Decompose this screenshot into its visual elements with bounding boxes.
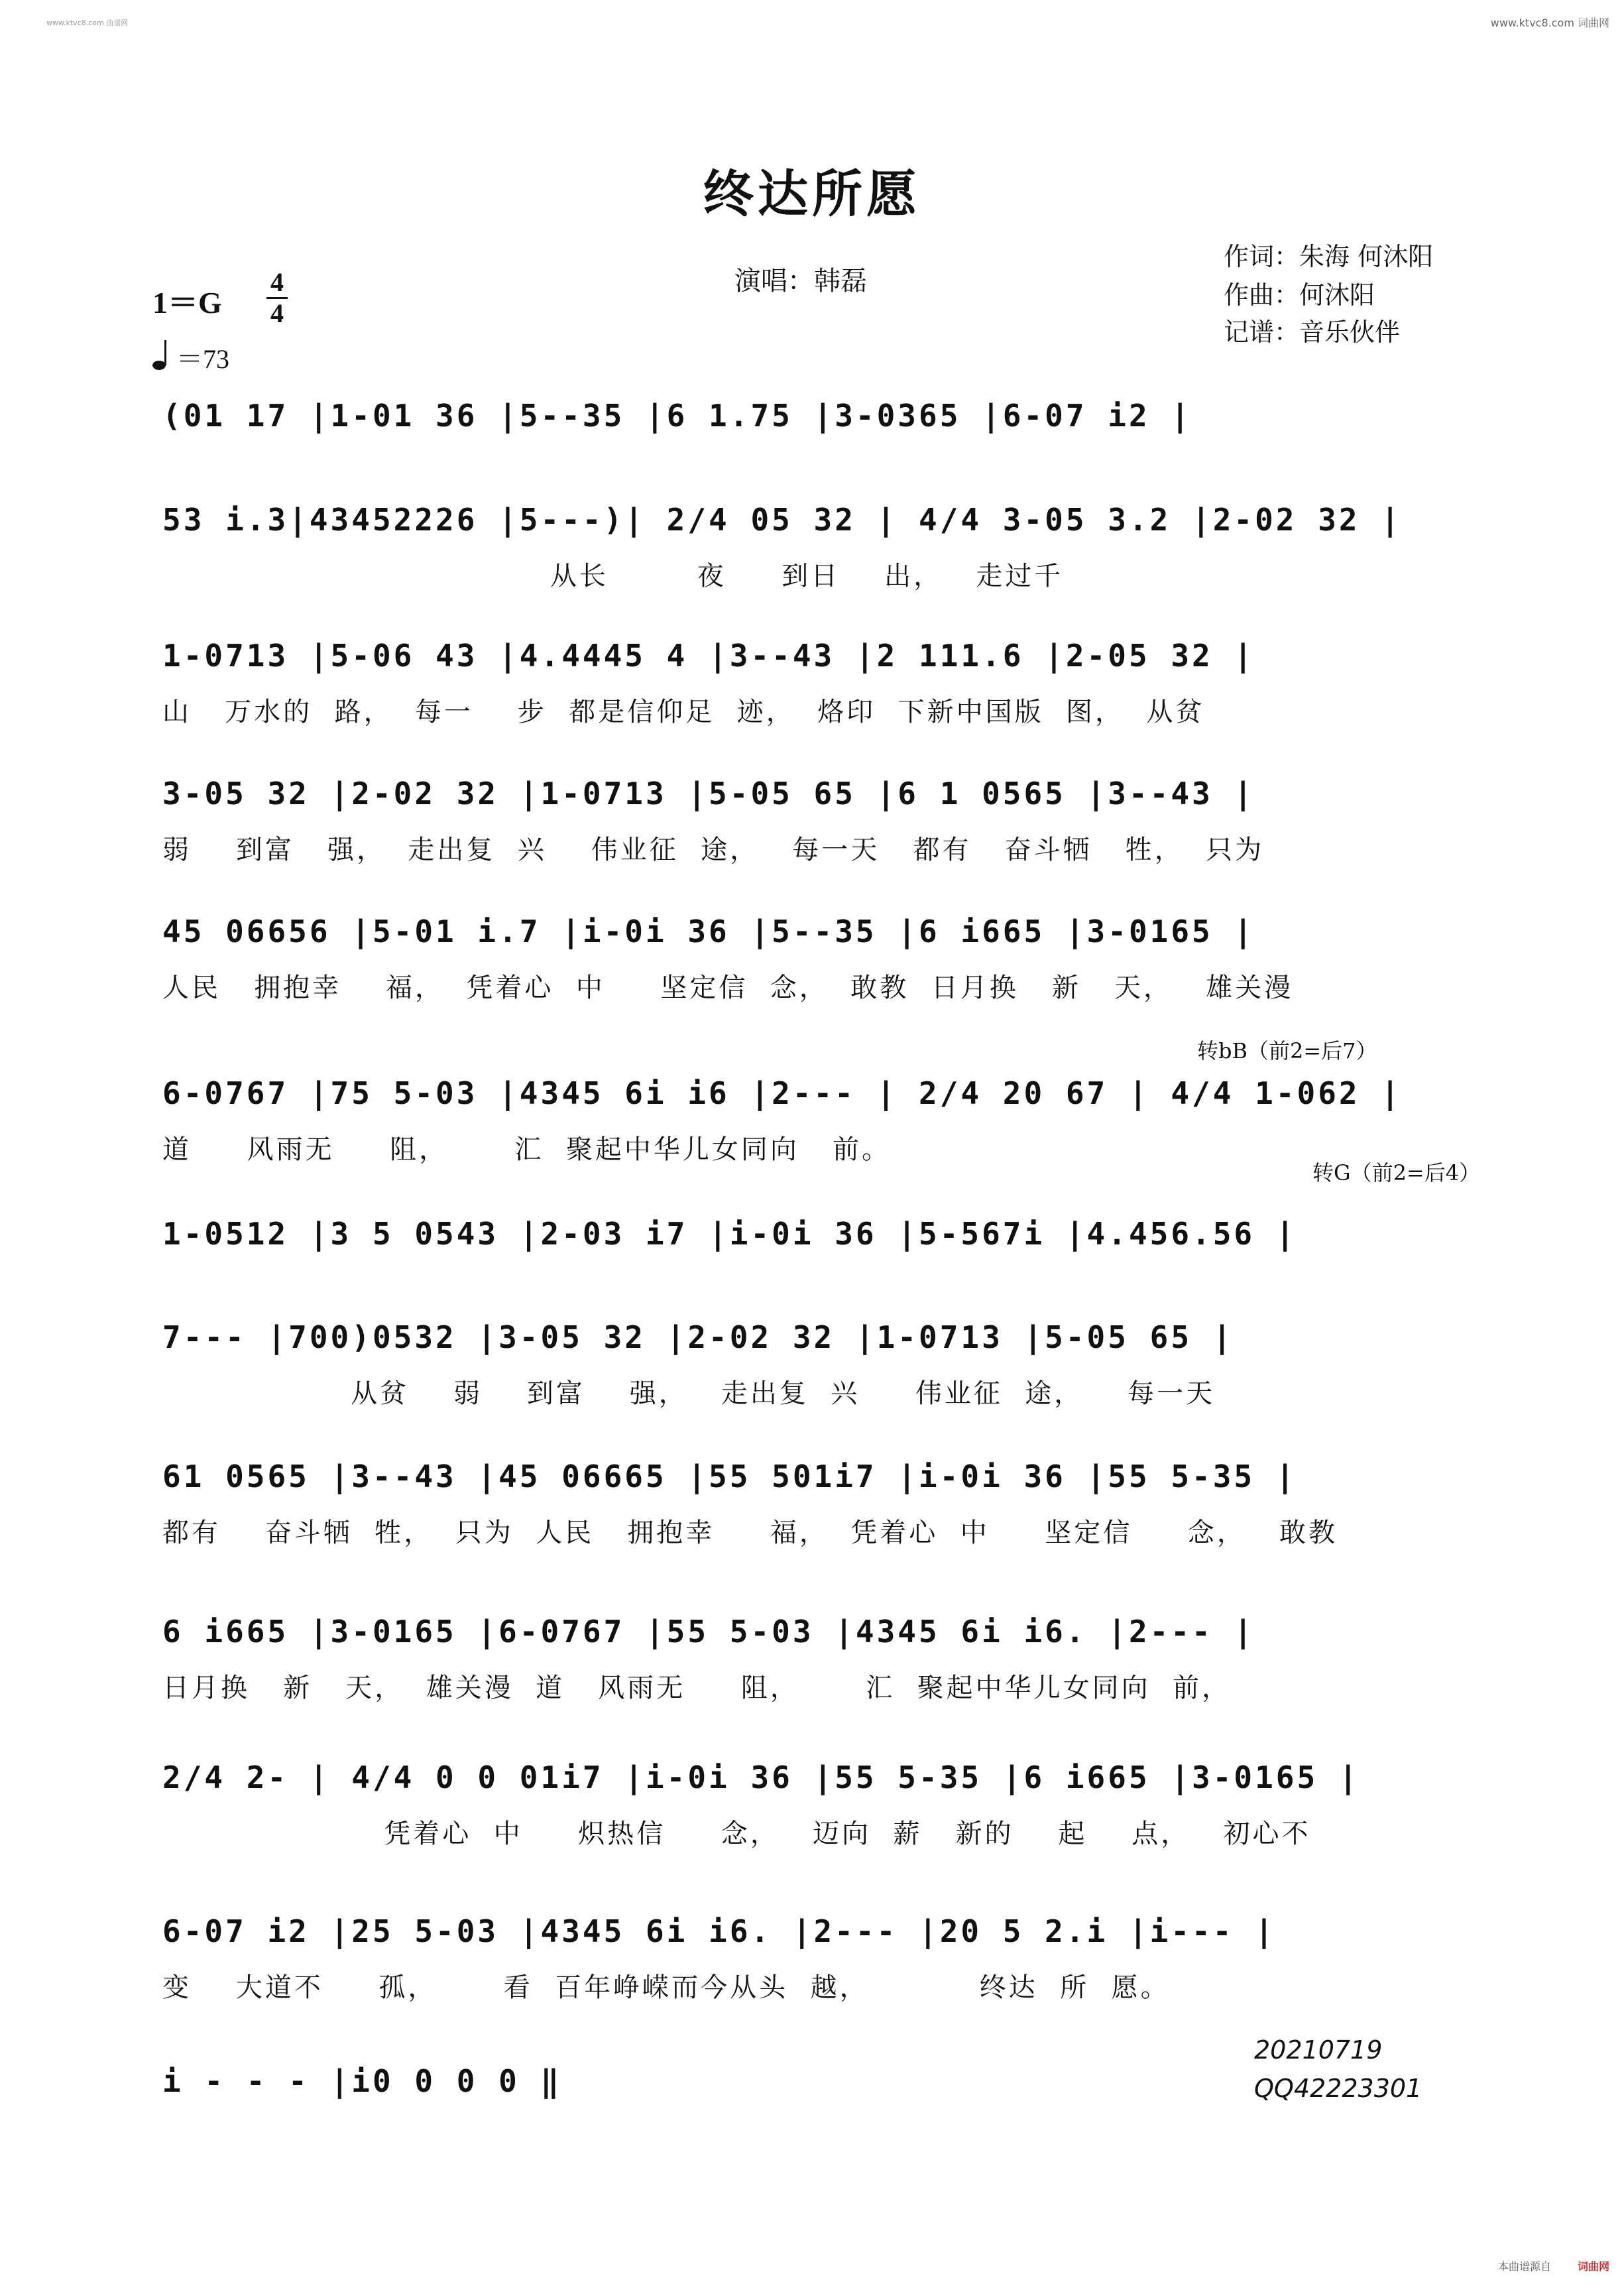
lyrics: 弱 到富 强， 走出复 兴 伟业征 途， 每一天 都有 奋斗牺 牲， 只为 [162,835,1265,865]
footer-source [1498,2258,1609,2273]
notes: 61 0565 |3--43 |45 06665 |55 501i7 |i-0i 36 |55 5-35 | [162,1459,1297,1494]
site-watermark-left: www.ktvc8.com 曲谱网 [46,19,129,27]
lyrics: 从贫 弱 到富 强， 走出复 兴 伟业征 途， 每一天 [162,1378,1216,1409]
lyricist-credit: 作词：朱海 何沐阳 [1224,242,1434,271]
notes: 45 06656 |5-01 i.7 |i-0i 36 |5--35 |6 i665 |3-0165 | [162,914,1255,949]
composer-credit: 作曲：何沐阳 [1224,280,1375,310]
notes: 6-0767 |75 5-03 |4345 6i i6 |2--- | 2/4 20 67 | 4/4 1-062 | [162,1075,1402,1111]
notes: 6 i665 |3-0165 |6-0767 |55 5-03 |4345 6i i6. |2--- | [162,1614,1255,1650]
right-watermark [1609,27,1619,2214]
lyrics: 人民 拥抱幸 福， 凭着心 中 坚定信 念， 敢教 日月换 新 天， 雄关漫 [162,973,1294,1003]
notes: 6-07 i2 |25 5-03 |4345 6i i6. |2--- |20 5 2.i |i--- | [162,1913,1276,1949]
lyrics: 都有 奋斗牺 牲， 只为 人民 拥抱幸 福， 凭着心 中 坚定信 念， 敢教 [162,1518,1338,1548]
footer-source-text: 本曲谱源自 [1497,2260,1551,2273]
final-notes: i - - - |i0 0 0 0 ‖ [162,2063,562,2099]
transcriber-credit: 记谱：音乐伙伴 [1224,318,1401,347]
notes: 53 i.3|43452226 |5---)| 2/4 05 32 | 4/4 3-05 3.2 |2-02 32 | [162,502,1402,538]
modulation-note-2: 转G（前2=后4） [1312,1160,1481,1185]
tempo-marking: ＝73 [152,338,229,376]
notes: (01 17 |1-01 36 |5--35 |6 1.75 |3-0365 |6-07 i2 | [162,398,1192,434]
lyrics: 变 大道不 孤， 看 百年峥嵘而今从头 越， 终达 所 愿。 [162,1972,1170,2003]
lyrics: 凭着心 中 炽热信 念， 迈向 薪 新的 起 点， 初心不 [162,1819,1311,1849]
singer-credit: 演唱：韩磊 [734,266,867,296]
notes: 1-0713 |5-06 43 |4.4445 4 |3--43 |2 111.6 |2-05 32 | [162,638,1255,674]
transcription-date: 20210719 [1254,2035,1383,2065]
modulation-note-1: 转bB（前2=后7） [1197,1038,1377,1063]
footer-brand: 词曲网 [1577,2260,1609,2273]
notes: 2/4 2- | 4/4 0 0 01i7 |i-0i 36 |55 5-35 |6 i665 |3-0165 | [162,1760,1360,1795]
lyrics: 山 万水的 路， 每一 步 都是信仰足 迹， 烙印 下新中国版 图， 从贫 [162,697,1205,727]
lyrics: 日月换 新 天， 雄关漫 道 风雨无 阻， 汇 聚起中华儿女同向 前， [162,1673,1232,1703]
quarter-note-icon [152,339,170,371]
left-watermark [5,27,15,2214]
transcriber-qq: QQ42223301 [1254,2074,1422,2103]
time-signature: 4 4 [264,268,290,328]
song-title: 终达所愿 [703,164,921,223]
lyrics: 道 风雨无 阻， 汇 聚起中华儿女同向 前。 [162,1134,892,1165]
key-signature: 1＝G [152,286,222,320]
notes: 1-0512 |3 5 0543 |2-03 i7 |i-0i 36 |5-567i |4.456.56 | [162,1216,1297,1252]
notes: 3-05 32 |2-02 32 |1-0713 |5-05 65 |6 1 0565 |3--43 | [162,776,1255,811]
site-watermark-right: www.ktvc8.com 词曲网 [1490,17,1609,29]
notes: 7--- |700)0532 |3-05 32 |2-02 32 |1-0713 |5-05 65 | [162,1319,1234,1355]
lyrics: 从长 夜 到日 出， 走过千 [162,561,1064,591]
